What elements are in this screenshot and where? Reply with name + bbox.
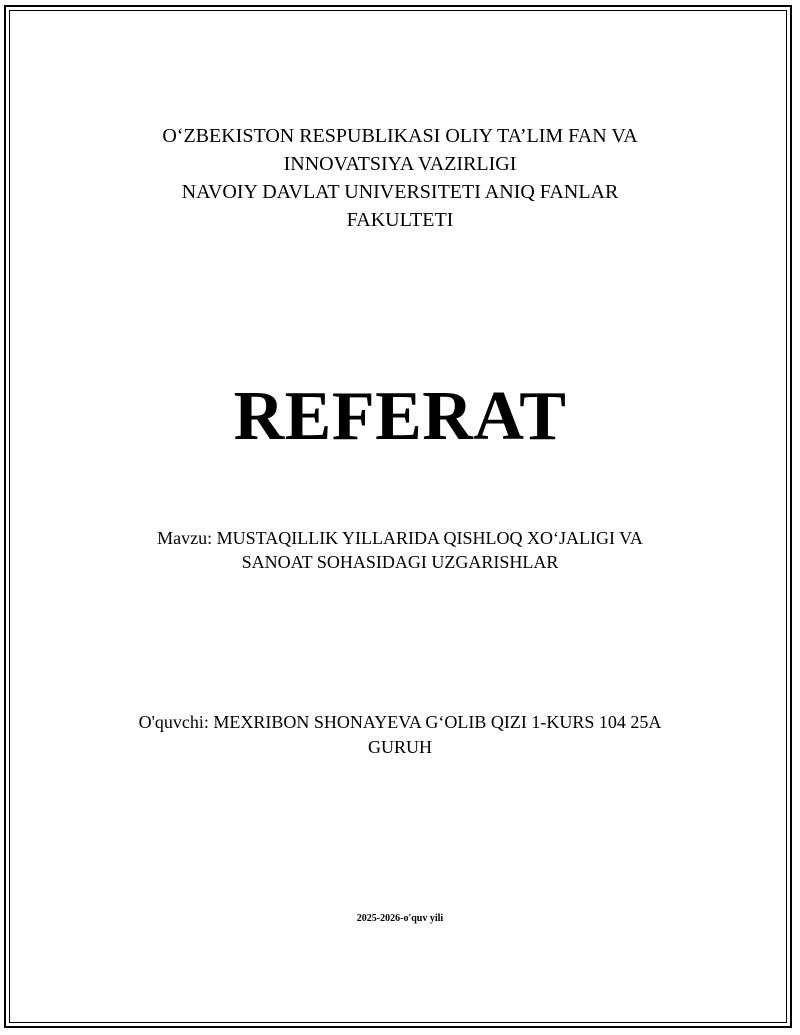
topic-line: Mavzu: MUSTAQILLIK YILLARIDA QISHLOQ XO‘JALIGI VA — [157, 528, 643, 548]
student-line: O'quvchi: MEXRIBON SHONAYEVA G‘OLIB QIZI 1-KURS 104 25A — [138, 712, 662, 732]
institution-line: INNOVATSIYA VAZIRLIGI — [283, 153, 517, 175]
institution-line: NAVOIY DAVLAT UNIVERSITETI ANIQ FANLAR — [181, 181, 619, 203]
institution-line: FAKULTETI — [346, 209, 454, 231]
student-info — [0, 710, 800, 760]
institution-header — [0, 122, 800, 234]
student-line: GURUH — [367, 737, 432, 757]
document-title: REFERAT — [233, 378, 567, 455]
topic-line: SANOAT SOHASIDAGI UZGARISHLAR — [241, 552, 559, 572]
institution-line: O‘ZBEKISTON RESPUBLIKASI OLIY TA’LIM FAN VA — [162, 125, 638, 147]
topic — [0, 526, 800, 574]
academic-year: 2025-2026-o'quv yili — [356, 913, 444, 924]
